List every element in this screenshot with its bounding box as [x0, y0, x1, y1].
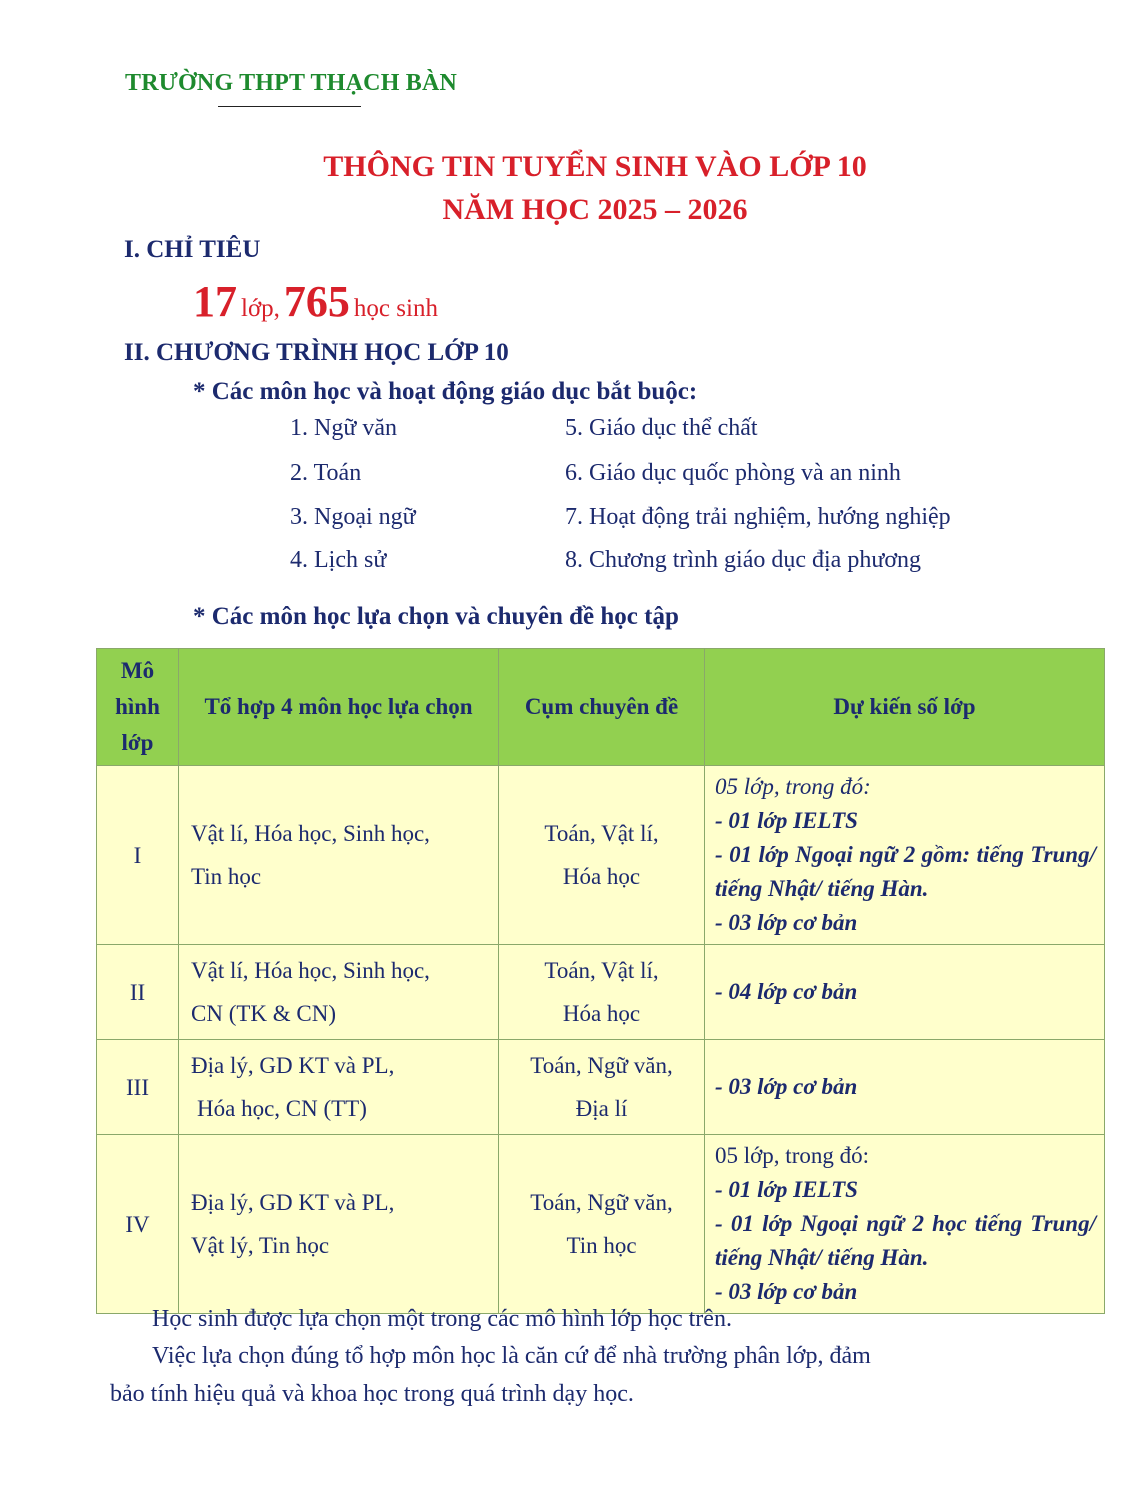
footer-paragraph-2-line-1: Việc lựa chọn đúng tổ hợp môn học là căn cứ để nhà trường phân lớp, đảm — [152, 1343, 871, 1369]
table-row — [97, 766, 1105, 945]
cluster-cell: Toán, Ngữ văn, Tin học — [499, 1135, 705, 1314]
plan-intro: 05 lớp, trong đó: — [715, 1143, 869, 1168]
required-subject: 5. Giáo dục thể chất — [565, 415, 758, 441]
school-year: NĂM HỌC 2025 – 2026 — [442, 193, 748, 226]
model-cell: II — [97, 945, 179, 1040]
header-combo: Tổ hợp 4 môn học lựa chọn — [179, 649, 499, 766]
required-subjects-heading: * Các môn học và hoạt động giáo dục bắt buộc: — [193, 378, 698, 405]
plan-item: - 03 lớp cơ bản — [715, 1074, 858, 1099]
footer-paragraph-1: Học sinh được lựa chọn một trong các mô hình lớp học trên. — [152, 1306, 732, 1332]
required-subject: 8. Chương trình giáo dục địa phương — [565, 547, 922, 573]
combo-cell: Vật lí, Hóa học, Sinh học, Tin học — [179, 766, 499, 945]
plan-cell — [705, 1135, 1105, 1314]
school-name: TRƯỜNG THPT THẠCH BÀN — [125, 70, 458, 96]
model-cell: I — [97, 766, 179, 945]
required-subject: 1. Ngữ văn — [290, 415, 397, 441]
elective-table — [96, 648, 1105, 1314]
cluster-cell: Toán, Ngữ văn, Địa lí — [499, 1040, 705, 1135]
section-quota-heading: I. CHỈ TIÊU — [124, 236, 261, 263]
footer-paragraph-2-line-2: bảo tính hiệu quả và khoa học trong quá trình dạy học. — [110, 1381, 634, 1407]
section-program-heading: II. CHƯƠNG TRÌNH HỌC LỚP 10 — [124, 339, 509, 366]
combo-cell: Địa lý, GD KT và PL, Vật lý, Tin học — [179, 1135, 499, 1314]
plan-intro: 05 lớp, trong đó: — [715, 774, 871, 799]
table-row — [97, 945, 1105, 1040]
header-plan: Dự kiến số lớp — [705, 649, 1105, 766]
plan-cell — [705, 766, 1105, 945]
students-unit: học sinh — [353, 295, 438, 322]
plan-item: - 01 lớp IELTS — [715, 808, 858, 833]
table-row — [97, 1040, 1105, 1135]
classes-number: 17 — [193, 277, 237, 326]
plan-item: - 01 lớp IELTS — [715, 1177, 858, 1202]
plan-cell — [705, 945, 1105, 1040]
required-subject: 6. Giáo dục quốc phòng và an ninh — [565, 460, 901, 486]
plan-cell — [705, 1040, 1105, 1135]
plan-item: - 01 lớp Ngoại ngữ 2 gồm: tiếng Trung/ tiếng Nhật/ tiếng Hàn. — [715, 842, 1096, 901]
required-subject: 3. Ngoại ngữ — [290, 504, 416, 530]
students-number: 765 — [283, 277, 350, 326]
header-cluster: Cụm chuyên đề — [499, 649, 705, 766]
page-title: THÔNG TIN TUYỂN SINH VÀO LỚP 10 — [323, 150, 867, 183]
plan-item: - 03 lớp cơ bản — [715, 1279, 858, 1304]
required-subject: 4. Lịch sử — [290, 547, 387, 573]
cluster-cell: Toán, Vật lí, Hóa học — [499, 766, 705, 945]
model-cell: IV — [97, 1135, 179, 1314]
required-subject: 7. Hoạt động trải nghiệm, hướng nghiệp — [565, 504, 951, 530]
header-model: Mô hình lớp — [97, 649, 179, 766]
quota-line — [193, 276, 438, 327]
school-underline — [218, 106, 361, 107]
elective-subjects-heading: * Các môn học lựa chọn và chuyên đề học tập — [193, 603, 679, 630]
plan-item: - 01 lớp Ngoại ngữ 2 học tiếng Trung/ tiếng Nhật/ tiếng Hàn. — [715, 1211, 1096, 1270]
table-row — [97, 1135, 1105, 1314]
classes-unit: lớp, — [241, 295, 280, 322]
required-subject: 2. Toán — [290, 460, 362, 486]
plan-item: - 04 lớp cơ bản — [715, 979, 858, 1004]
cluster-cell: Toán, Vật lí, Hóa học — [499, 945, 705, 1040]
combo-cell: Địa lý, GD KT và PL, Hóa học, CN (TT) — [179, 1040, 499, 1135]
combo-cell: Vật lí, Hóa học, Sinh học, CN (TK & CN) — [179, 945, 499, 1040]
table-header-row — [97, 649, 1105, 766]
plan-item: - 03 lớp cơ bản — [715, 910, 858, 935]
model-cell: III — [97, 1040, 179, 1135]
